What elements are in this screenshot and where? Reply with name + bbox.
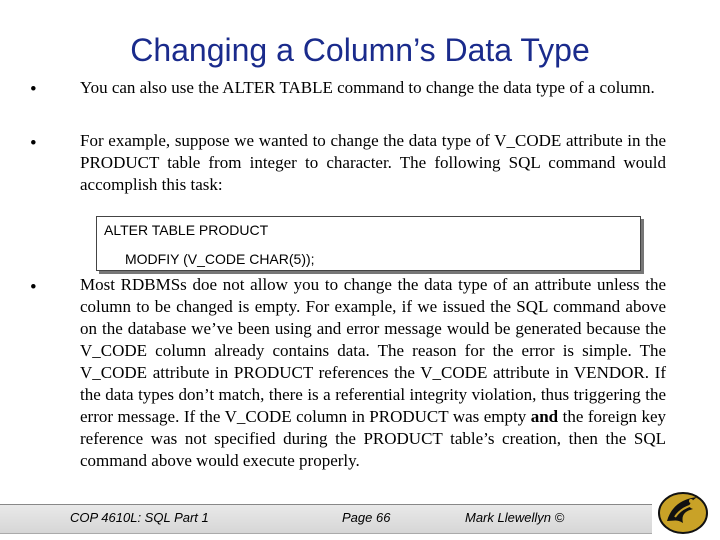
code-line-modify: MODFIY (V_CODE CHAR(5)); bbox=[125, 251, 315, 267]
sql-code-box bbox=[96, 216, 641, 271]
code-line-alter: ALTER TABLE PRODUCT bbox=[104, 222, 269, 238]
footer-course: COP 4610L: SQL Part 1 bbox=[70, 510, 209, 525]
bullet-text-part2: the foreign key reference was not specified during the PRODUCT table’s creation, then the SQL command above would execute properly. bbox=[80, 407, 666, 470]
bullet-text-alter-table: You can also use the ALTER TABLE command to change the data type of a column. bbox=[80, 78, 655, 97]
footer-author: Mark Llewellyn © bbox=[465, 510, 565, 525]
bullet-marker: • bbox=[30, 79, 37, 100]
slide-title: Changing a Column’s Data Type bbox=[130, 32, 590, 68]
bullet-text-example: For example, suppose we wanted to change the data type of V_CODE attribute in the PRODUCT table from integer to character. The following SQL command would accomplish this task: bbox=[80, 131, 666, 194]
bullet-marker: • bbox=[30, 277, 37, 298]
ucf-pegasus-logo-icon bbox=[653, 487, 709, 535]
bullet-marker: • bbox=[30, 133, 37, 154]
footer bbox=[0, 498, 652, 534]
footer-page-number: Page 66 bbox=[342, 510, 391, 525]
bullet-text-part1: Most RDBMSs doe not allow you to change the data type of an attribute unless the column to be changed is empty. For example, if we issued the SQL command above on the database we’ve been using and error message would be generated because the V_CODE column already contains data. The reason for the error is simple. The V_CODE attribute in PRODUCT references the V_CODE attribute in VENDOR. If the data types don’t match, there is a referential integrity violation, thus triggering the error message. If the V_CODE column in PRODUCT was empty bbox=[80, 275, 666, 426]
bullet-text-rdbms bbox=[80, 274, 666, 472]
bold-word-and: and bbox=[530, 407, 559, 426]
